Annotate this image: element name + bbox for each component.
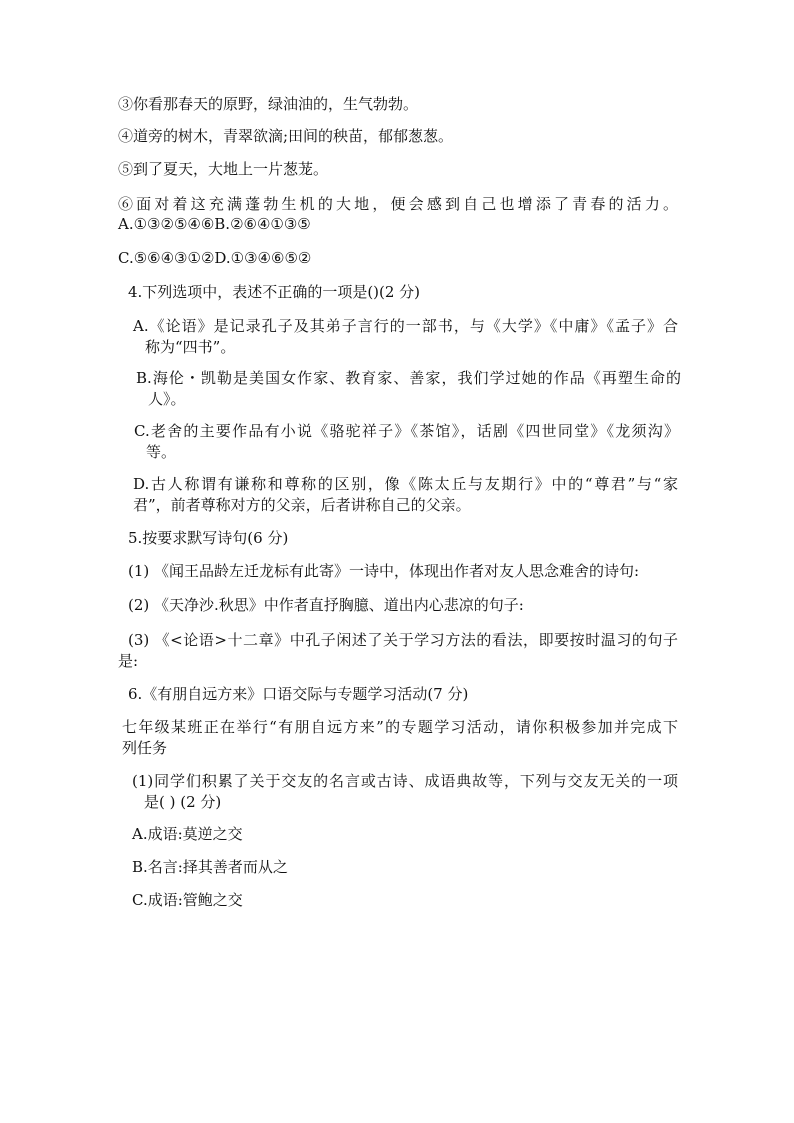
q5-part-3-line1: (3) 《<论语>十二章》中孔子闲述了关于学习方法的看法，即要按时温习的句子 <box>128 631 678 649</box>
q6-option-c: C.成语:管鲍之交 <box>132 891 243 909</box>
q4-option-a <box>133 316 678 358</box>
q6-intro-line2: 列任务 <box>122 739 168 757</box>
sentence-6: ⑥面对着这充满蓬勃生机的大地，便会感到自己也增添了青春的活力。 <box>118 195 678 213</box>
q4-option-d <box>133 474 678 516</box>
q4-option-b <box>136 368 681 410</box>
sentence-3: ③你看那春天的原野，绿油油的，生气勃勃。 <box>118 95 419 113</box>
q5-part-3-line2: 是: <box>118 652 139 670</box>
q4-option-c-line1: C.老舍的主要作品有小说《骆驼祥子》《茶馆》，话剧《四世同堂》《龙须沟》 <box>134 422 679 440</box>
q4-option-c <box>134 421 679 463</box>
q4-option-a-line1: A.《论语》是记录孔子及其弟子言行的一部书，与《大学》《中庸》《孟子》合 <box>133 317 678 335</box>
q6-stem: 6.《有朋自远方来》口语交际与专题学习活动(7 分) <box>128 685 469 703</box>
q6-sub-1 <box>132 771 678 813</box>
q6-sub-1-line1: (1)同学们积累了关于交友的名言或古诗、成语典故等，下列与交友无关的一项 <box>132 772 678 790</box>
q6-option-b: B.名言:择其善者而从之 <box>132 858 288 876</box>
q5-part-1: (1) 《闻王品龄左迁龙标有此寄》一诗中，体现出作者对友人思念难舍的诗句: <box>128 562 640 580</box>
q5-part-3 <box>118 630 678 672</box>
sentence-5: ⑤到了夏天，大地上一片葱茏。 <box>118 160 329 178</box>
q4-option-b-line2: 人》。 <box>148 390 186 408</box>
q4-option-c-line2: 等。 <box>146 443 177 461</box>
q6-intro <box>118 717 678 759</box>
q6-option-a: A.成语:莫逆之交 <box>132 825 243 843</box>
q3-choices-ab: A.①③②⑤④⑥B.②⑥④①③⑤ <box>118 215 311 233</box>
q4-stem: 4.下列选项中，表述不正确的一项是()(2 分) <box>128 283 421 301</box>
q4-option-d-line1: D.古人称谓有谦称和尊称的区别，像《陈太丘与友期行》中的“尊君”与“家 <box>133 475 678 493</box>
q6-sub-1-line2: 是( ) (2 分) <box>144 793 222 811</box>
q4-option-b-line1: B.海伦・凯勒是美国女作家、教育家、善家，我们学过她的作品《再塑生命的 <box>136 369 681 387</box>
q4-option-d-line2: 君”，前者尊称对方的父亲，后者讲称自己的父亲。 <box>133 496 471 514</box>
q3-choices-cd: C.⑤⑥④③①②D.①③④⑥⑤② <box>118 249 312 267</box>
q4-option-a-line2: 称为“四书”。 <box>145 338 236 356</box>
q5-stem: 5.按要求默写诗句(6 分) <box>128 529 289 547</box>
q5-part-2: (2) 《天净沙.秋思》中作者直抒胸臆、道出内心悲凉的句子: <box>128 596 524 614</box>
sentence-4: ④道旁的树木，青翠欲滴;田间的秧苗，郁郁葱葱。 <box>118 127 454 145</box>
q6-intro-line1: 七年级某班正在举行“有朋自远方来”的专题学习活动，请你积极参加并完成下 <box>122 718 678 736</box>
